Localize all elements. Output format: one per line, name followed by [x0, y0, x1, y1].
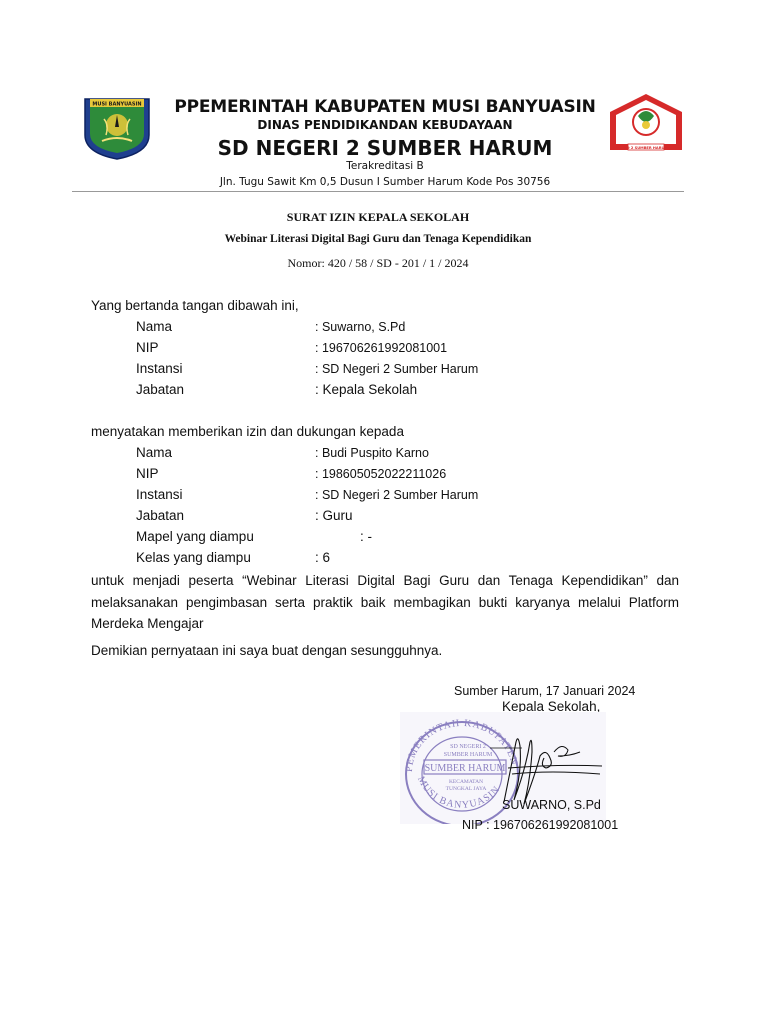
signature-name: SUWARNO, S.Pd [502, 798, 601, 812]
teacher-jabatan-label: Jabatan [136, 508, 185, 523]
shield-label: MUSI BANYUASIN [92, 101, 142, 108]
purpose-paragraph: untuk menjadi peserta “Webinar Literasi Digital Bagi Guru dan Tenaga Kependidikan” dan melaksanakan pengimbasan serta praktik baik membagikan bukti karyanya melalui Platform Merdeka Mengajar [91, 573, 679, 631]
closing-text: Demikian pernyataan ini saya buat dengan sesungguhnya. [91, 643, 443, 658]
signer-nip-value: : 196706261992081001 [315, 341, 448, 355]
signer-name-value: : Suwarno, S.Pd [315, 320, 406, 334]
letter-subtitle: Webinar Literasi Digital Bagi Guru dan Tenaga Kependidikan [224, 233, 532, 245]
signer-jabatan-label: Jabatan [136, 382, 185, 397]
letterhead-accreditation: Terakreditasi B [346, 160, 424, 172]
letterhead-address: Jln. Tugu Sawit Km 0,5 Dusun I Sumber Harum Kode Pos 30756 [219, 176, 551, 188]
signature-place-date: Sumber Harum, 17 Januari 2024 [454, 684, 636, 698]
stamp-lower-line-1: KECAMATAN [448, 779, 484, 785]
stamp-band-text: SUMBER HARUM [424, 763, 506, 774]
teacher-jabatan-value: : Guru [315, 508, 353, 523]
teacher-name-value: : Budi Puspito Karno [315, 446, 429, 460]
stamp-outer-top-text: PEMERINTAH KABUPATEN [403, 717, 520, 773]
statement-text: menyatakan memberikan izin dan dukungan kepada [91, 424, 404, 439]
letter-title: SURAT IZIN KEPALA SEKOLAH [286, 210, 470, 224]
signer-name-label: Nama [136, 319, 173, 334]
signer-instansi-label: Instansi [136, 361, 183, 376]
signature-role: Kepala Sekolah, [502, 699, 601, 714]
signer-nip-label: NIP [136, 340, 159, 355]
teacher-mapel-label: Mapel yang diampu [136, 529, 254, 544]
stamp-outer-bottom-text: MUSI BANYUASIN [415, 774, 503, 811]
stamp-inner-line-2: SUMBER HARUM [443, 752, 493, 758]
teacher-name-label: Nama [136, 445, 173, 460]
teacher-mapel-value: : - [360, 529, 372, 544]
teacher-kelas-label: Kelas yang diampu [136, 550, 251, 565]
signer-jabatan-value: : Kepala Sekolah [315, 382, 418, 397]
regency-shield-logo [82, 95, 152, 161]
intro-text: Yang bertanda tangan dibawah ini, [91, 298, 299, 313]
emblem-label: SD 2 SUMBER HARUM [624, 145, 668, 150]
teacher-kelas-value: : 6 [315, 550, 331, 565]
signer-instansi-value: : SD Negeri 2 Sumber Harum [315, 362, 479, 376]
signature-nip: NIP : 196706261992081001 [462, 818, 619, 832]
letterhead-government: PPEMERINTAH KABUPATEN MUSI BANYUASIN [174, 97, 596, 117]
teacher-nip-label: NIP [136, 466, 159, 481]
letterhead-department: DINAS PENDIDIKANDAN KEBUDAYAAN [257, 118, 513, 132]
teacher-nip-value: : 198605052022211026 [315, 467, 447, 481]
stamp-inner-line-1: SD NEGERI 2 [450, 744, 486, 750]
letterhead-divider [72, 191, 684, 192]
letterhead-school-name: SD NEGERI 2 SUMBER HARUM [217, 136, 553, 160]
teacher-instansi-label: Instansi [136, 487, 183, 502]
stamp-lower-line-2: TUNGKAL JAYA [445, 786, 487, 792]
teacher-instansi-value: : SD Negeri 2 Sumber Harum [315, 488, 479, 502]
letter-number: Nomor: 420 / 58 / SD - 201 / 1 / 2024 [287, 256, 469, 270]
